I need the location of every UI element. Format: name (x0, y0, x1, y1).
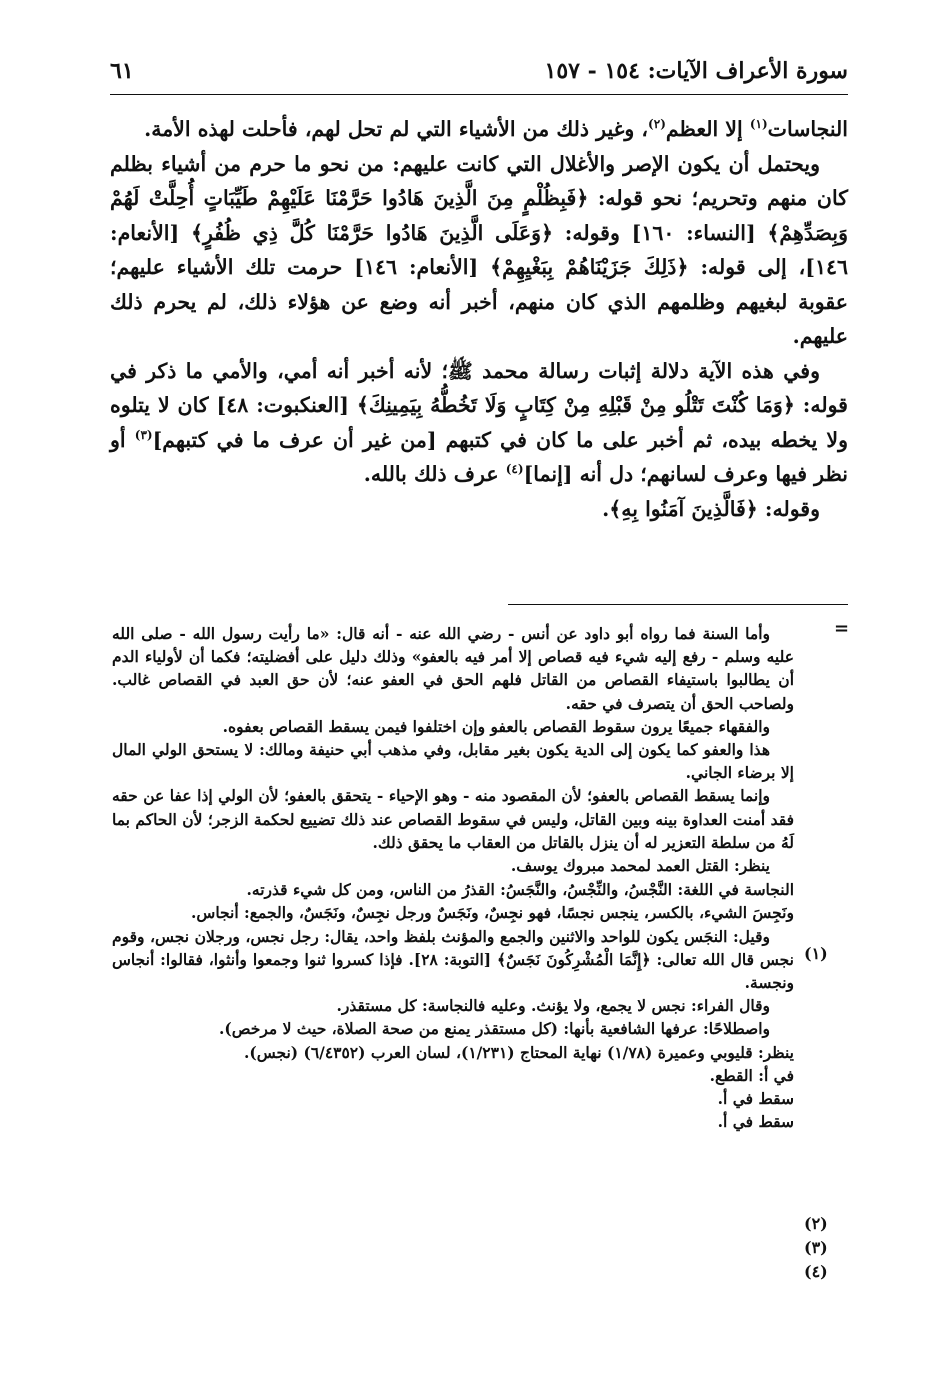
text: [النساء: ١٦٠] وقوله: (553, 220, 768, 245)
footnote-2-number: (٢) (804, 1214, 828, 1233)
paragraph-1 (110, 112, 848, 147)
text: ، وغير ذلك من الأشياء التي لم تحل لهم، فأحلت لهذه الأمة. (144, 117, 649, 141)
text: . (602, 496, 610, 521)
footnote-ref-2[interactable]: (٢) (648, 117, 666, 132)
lead-word: وأما السنة (702, 624, 771, 643)
paragraph-2 (110, 147, 848, 354)
text: وقيل: النجَس يكون للواحد والاثنين والجمع والمؤنث بلفظ واحد، يقال: رجل نجس، ورجلان نجس، وقوم نجس قال الله تعالى: (112, 926, 794, 969)
footnote-continued-2: والفقهاء جميعًا يرون سقوط القصاص بالعفو وإن اختلفوا فيمن يسقط القصاص بعفوه. (222, 716, 770, 736)
page-number: ٦١ (110, 58, 134, 84)
quran-verse: ﴿ذَلِكَ جَزَيْنَاهُمْ بِبَغْيِهِمْ﴾ (490, 255, 689, 279)
footnote-1-c (112, 925, 794, 995)
footnote-1-number: (١) (804, 944, 828, 963)
footnote-3: سقط في أ. (717, 1089, 794, 1109)
text: وفي هذه الآية دلالة إثبات رسالة محمد ﷺ؛ لأنه أخبر أنه أمي، والأمي ما ذكر في قوله: (110, 358, 848, 417)
header-rule (110, 94, 848, 95)
main-text (110, 112, 848, 526)
footnote-4: سقط في أ. (717, 1112, 794, 1132)
quran-verse: ﴿وَمَا كُنْتَ تَتْلُو مِنْ قَبْلِهِ مِنْ كِتَابٍ وَلَا تَخُطُّهُ بِيَمِينِكَ﴾ (356, 393, 795, 417)
text: فما رواه أبو داود عن أنس - رضي الله عنه - أنه قال: «ما رأيت رسول الله - صلى الله عليه وسلم - رفع إليه شيء فيه قصاص إلا أمر فيه بالعفو» وذلك دليل على أفضليته؛ فكما أن لأولياء الدم أن يطالبوا باستيفاء القصاص من القاتل فلهم الحق في العفو عنه؛ لأن حق العبد في القصاص غالب. ولصاحب الحق أن يتصرف في حقه. (112, 624, 794, 713)
footnotes (112, 622, 794, 1133)
footnote-separator (508, 604, 848, 605)
quran-verse: ﴿وَعَلَى الَّذِينَ هَادُوا حَرَّمْنَا كُلَّ ذِي ظُفُرٍ﴾ (190, 220, 554, 245)
running-title: سورة الأعراف الآيات: ١٥٤ - ١٥٧ (544, 58, 848, 84)
footnote-continued-3: هذا والعفو كما يكون إلى الدية يكون بغير مقابل، وفي مذهب أبي حنيفة ومالك: لا يستحق الولي المال إلا برضاء الجاني. (112, 740, 794, 783)
quran-verse: ﴿فَالَّذِينَ آمَنُوا بِهِ﴾ (609, 496, 758, 521)
footnote-1-a: النجاسة في اللغة: النَّجْسُ، والنِّجْسُ، والنَّجَسُ: القذرُ من الناس، ومن كل شيء قذرته. (246, 880, 794, 900)
footnote-1-b: ونَجِسَ الشيء، بالكسر، ينجس نجسًا، فهو نجِسٌ، ونَجَسٌ ورجل نجِسٌ، ونَجَسٌ، والجمع: أنجاس. (191, 903, 794, 923)
continuation-mark: = (834, 618, 850, 639)
text: أو نظر فيها وعرف لسانهم؛ دل أنه [إنما] (110, 427, 848, 486)
footnote-continued (112, 622, 794, 715)
quran-verse: ﴿إِنَّمَا الْمُشْرِكُونَ نَجَسٌ﴾ (497, 949, 651, 969)
footnote-1-e: واصطلاحًا: عرفها الشافعية بأنها: (كل مستقذر يمنع من صحة الصلاة، حيث لا مرخص). (219, 1019, 770, 1039)
footnote-2: في أ: القطع. (709, 1065, 794, 1085)
footnote-1-f: ينظر: قليوبي وعميرة (١/٧٨) نهاية المحتاج (١/٢٣١)، لسان العرب (٦/٤٣٥٢) (نجس). (243, 1042, 794, 1062)
footnote-1-d: وقال الفراء: نجس لا يجمع، ولا يؤنث. وعليه فالنجاسة: كل مستقذر. (336, 996, 770, 1016)
text: إلا العظم (665, 117, 750, 141)
text: [التوبة: ٢٨]. فإذا كسروا ثنوا وجمعوا وأنثوا، فقالوا: أنجاس ونجسة. (112, 949, 794, 993)
text: [الأنعام: ١٤٦]، إلى قوله: (110, 220, 848, 279)
footnote-continued-5: ينظر: القتل العمد لمحمد مبروك يوسف. (510, 856, 770, 876)
footnote-continued-4: وإنما يسقط القصاص بالعفو؛ لأن المقصود منه - وهو الإحياء - يتحقق بالعفو؛ لأن الولي إذا عفا عن حقه فقد أمنت العداوة بينه وبين القاتل، وليس في سقوط القصاص عند ذلك تضييع لحكمة الزجر؛ لأن الحاكم بما لَهُ من سلطة التعزير له أن ينزل بالقاتل من العقاب ما يحقق ذلك. (112, 786, 794, 852)
footnote-ref-4[interactable]: (٤) (505, 462, 524, 477)
footnote-ref-1[interactable]: (١) (749, 117, 768, 132)
footnote-3-number: (٣) (804, 1238, 828, 1257)
text: [العنكبوت: ٤٨] كان لا يتلوه ولا يخطه بيده، ثم أخبر على ما كان في كتبهم [من غير أن عرف ما في كتبهم] (110, 393, 849, 452)
text: ويحتمل أن يكون الإصر والأغلال التي كانت عليهم: من نحو ما حرم من أشياء بظلم كان منهم وتحريم؛ نحو قوله: (110, 151, 848, 210)
quran-verse: ﴿فَبِظُلْمٍ مِنَ الَّذِينَ هَادُوا حَرَّمْنَا عَلَيْهِمْ طَيِّبَاتٍ أُحِلَّتْ لَهُمْ وَبِصَدِّهِمْ﴾ (110, 186, 849, 245)
text: عرف ذلك بالله. (363, 462, 506, 486)
text: النجاسات (767, 117, 848, 141)
running-header (110, 58, 848, 92)
footnote-4-number: (٤) (804, 1262, 828, 1281)
paragraph-3 (110, 354, 848, 492)
footnote-ref-3[interactable]: (٣) (134, 427, 153, 442)
text: وقوله: (757, 496, 820, 521)
text: [الأنعام: ١٤٦] حرمت تلك الأشياء عليهم؛ عقوبة لبغيهم وظلمهم الذي كان منهم، أخبر أنه وضع عن هؤلاء ذلك، لم يحرم ذلك عليهم. (110, 255, 848, 348)
paragraph-4 (110, 492, 848, 527)
